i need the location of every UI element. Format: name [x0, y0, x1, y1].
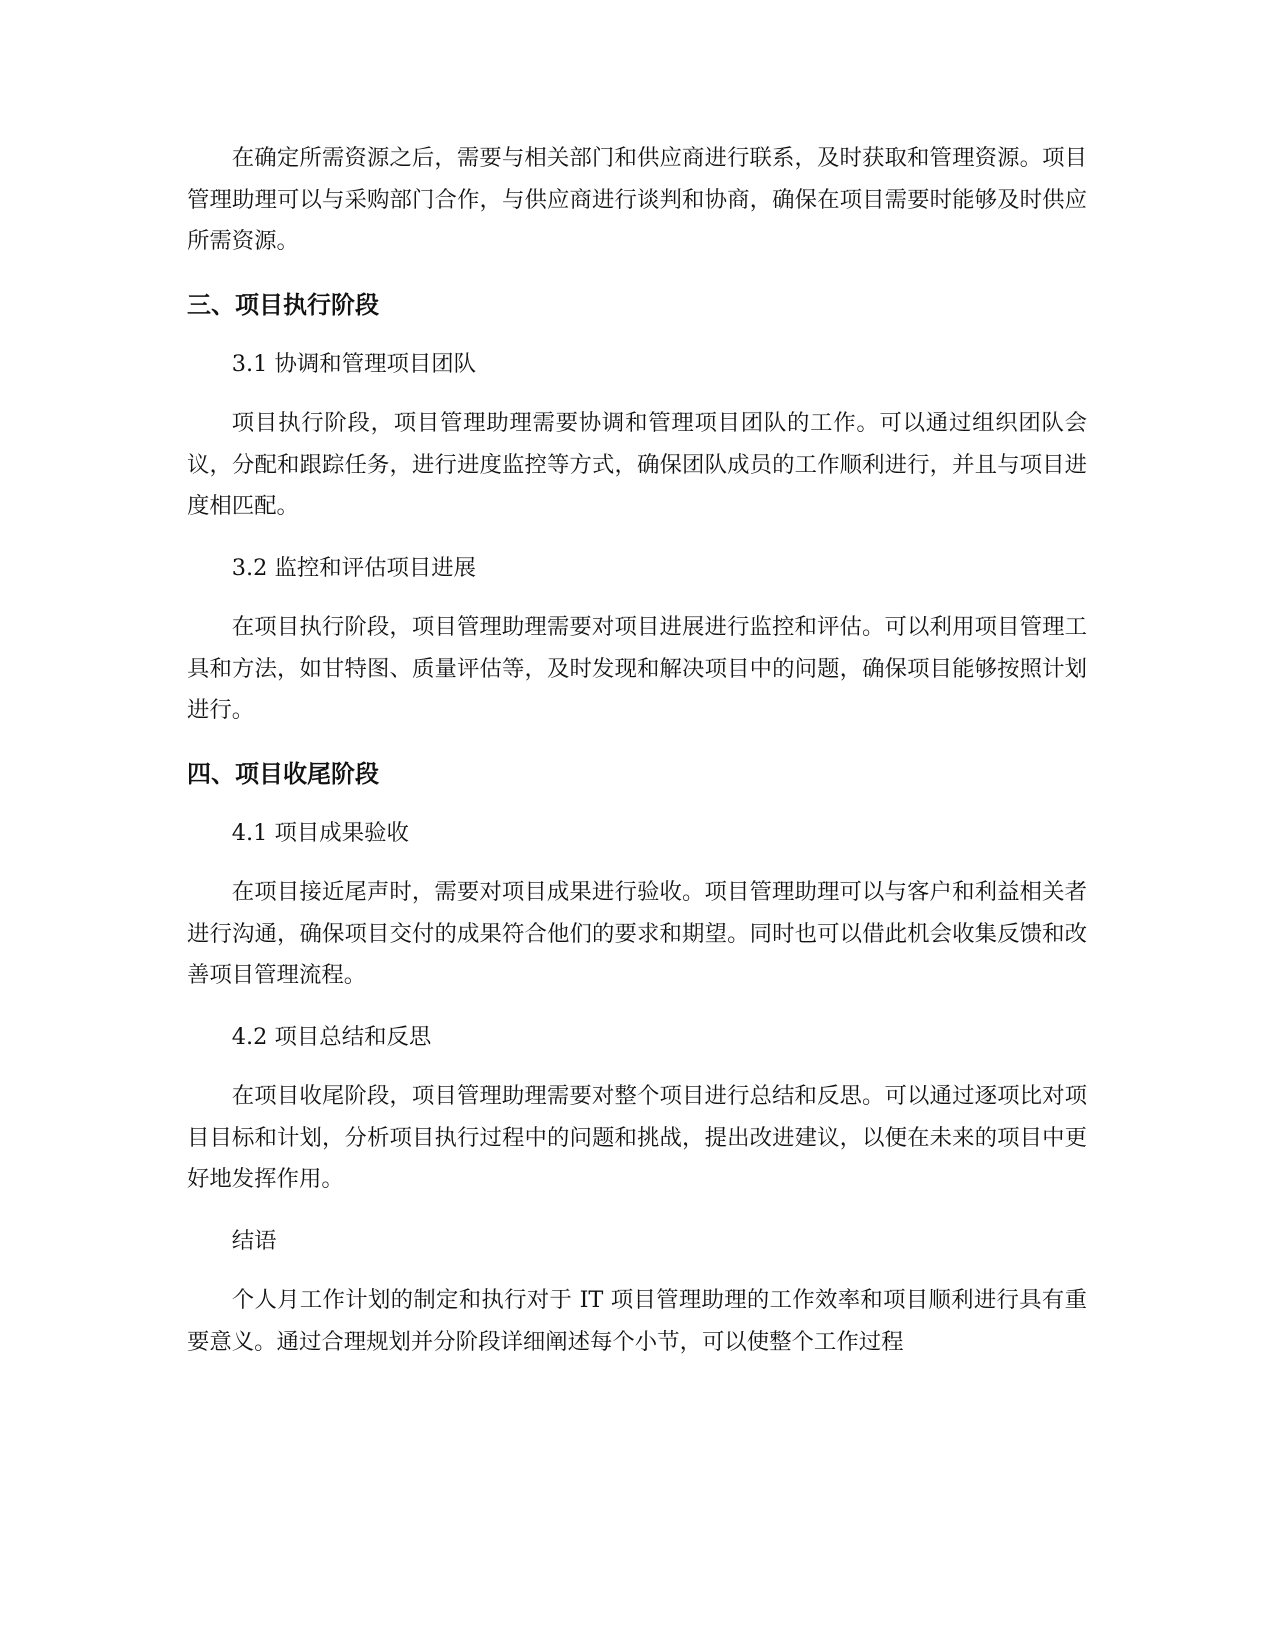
- paragraph-summary-reflection: 在项目收尾阶段，项目管理助理需要对整个项目进行总结和反思。可以通过逐项比对项目目标和计划，分析项目执行过程中的问题和挑战，提出改进建议，以便在未来的项目中更好地发挥作用。: [187, 1083, 1087, 1192]
- heading-closing-phase: 四、项目收尾阶段: [187, 759, 379, 788]
- paragraph-progress-monitoring: 在项目执行阶段，项目管理助理需要对项目进展进行监控和评估。可以利用项目管理工具和方法，如甘特图、质量评估等，及时发现和解决项目中的问题，确保项目能够按照计划进行。: [187, 614, 1087, 723]
- paragraph-deliverable-acceptance: 在项目接近尾声时，需要对项目成果进行验收。项目管理助理可以与客户和利益相关者进行沟通，确保项目交付的成果符合他们的要求和期望。同时也可以借此机会收集反馈和改善项目管理流程。: [187, 879, 1087, 988]
- paragraph-conclusion: 个人月工作计划的制定和执行对于 IT 项目管理助理的工作效率和项目顺利进行具有重要意义。通过合理规划并分阶段详细阐述每个小节，可以使整个工作过程: [187, 1287, 1087, 1355]
- document-page: [187, 138, 1087, 1383]
- subheading-team-coordination: 3.1 协调和管理项目团队: [231, 350, 477, 377]
- subheading-deliverable-acceptance: 4.1 项目成果验收: [231, 819, 409, 846]
- subheading-conclusion: 结语: [231, 1227, 277, 1254]
- subheading-summary-reflection: 4.2 项目总结和反思: [231, 1023, 432, 1050]
- heading-execution-phase: 三、项目执行阶段: [187, 290, 379, 319]
- subheading-progress-monitoring: 3.2 监控和评估项目进展: [231, 554, 477, 581]
- paragraph-resource-acquisition: 在确定所需资源之后，需要与相关部门和供应商进行联系，及时获取和管理资源。项目管理助理可以与采购部门合作，与供应商进行谈判和协商，确保在项目需要时能够及时供应所需资源。: [187, 145, 1087, 254]
- paragraph-team-coordination: 项目执行阶段，项目管理助理需要协调和管理项目团队的工作。可以通过组织团队会议，分配和跟踪任务，进行进度监控等方式，确保团队成员的工作顺利进行，并且与项目进度相匹配。: [187, 410, 1087, 519]
